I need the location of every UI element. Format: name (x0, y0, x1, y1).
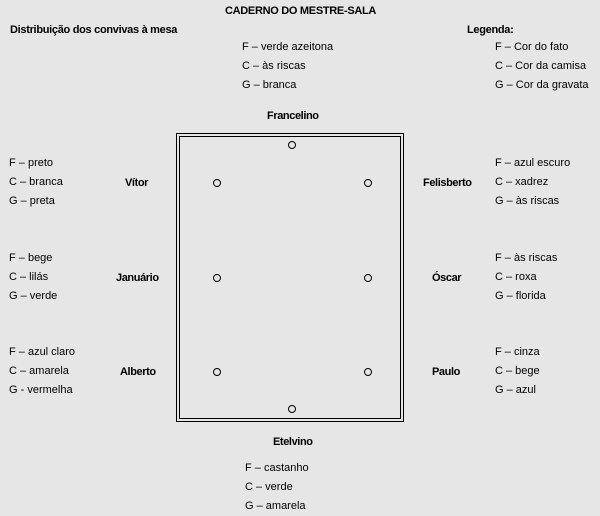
guest-details-januario (9, 249, 57, 306)
guest-detail-line: F – azul escuro (495, 157, 571, 169)
seat-felisberto (364, 179, 372, 187)
guest-details-vitor (9, 154, 63, 211)
seat-alberto (213, 368, 221, 376)
guest-detail-line: C – lilás (9, 271, 49, 283)
guest-detail-line: G – às riscas (495, 195, 560, 207)
legend-item: G – Cor da gravata (495, 79, 589, 91)
seat-januario (213, 274, 221, 282)
guest-details-felisberto (495, 154, 570, 211)
guest-name-alberto: Alberto (120, 366, 156, 378)
guest-detail-line: G – amarela (245, 500, 306, 512)
legend-title: Legenda: (467, 24, 514, 36)
guest-detail-line: C – xadrez (495, 176, 549, 188)
guest-detail-line: C – amarela (9, 365, 69, 377)
guest-details-oscar (495, 249, 557, 306)
guest-name-francelino: Francelino (267, 110, 319, 122)
guest-detail-line: G - vermelha (9, 384, 73, 396)
guest-detail-line: C – verde (245, 481, 293, 493)
guest-name-felisberto: Felisberto (423, 177, 472, 189)
guest-name-paulo: Paulo (432, 366, 460, 378)
guest-detail-line: C – branca (9, 176, 63, 188)
seat-etelvino (288, 405, 296, 413)
guest-details-paulo (495, 343, 540, 400)
seat-vitor (213, 179, 221, 187)
guest-detail-line: F – azul claro (9, 346, 76, 358)
guest-detail-line: F – verde azeitona (242, 41, 334, 53)
legend-item: F – Cor do fato (495, 41, 569, 53)
guest-name-januario: Januário (116, 272, 159, 284)
guest-detail-line: F – às riscas (495, 252, 558, 264)
guest-detail-line: G – azul (495, 384, 536, 396)
guest-detail-line: F – castanho (245, 462, 309, 474)
guest-detail-line: G – florida (495, 290, 546, 302)
guest-detail-line: C – roxa (495, 271, 537, 283)
page-title: CADERNO DO MESTRE-SALA (225, 5, 377, 17)
guest-detail-line: G – preta (9, 195, 55, 207)
guest-details-etelvino (245, 459, 309, 516)
guest-name-etelvino: Etelvino (273, 436, 313, 448)
page-subtitle: Distribuição dos convivas à mesa (10, 24, 178, 36)
guest-name-vitor: Vítor (125, 177, 149, 189)
seat-paulo (364, 368, 372, 376)
guest-detail-line: F – bege (9, 252, 53, 264)
guest-detail-line: F – cinza (495, 346, 540, 358)
legend-item: C – Cor da camisa (495, 60, 587, 72)
guest-name-oscar: Óscar (432, 272, 462, 284)
guest-details-francelino (242, 38, 333, 95)
guest-detail-line: G – branca (242, 79, 297, 91)
seat-oscar (364, 274, 372, 282)
guest-detail-line: C – às riscas (242, 60, 306, 72)
guest-detail-line: G – verde (9, 290, 58, 302)
guest-detail-line: F – preto (9, 157, 54, 169)
guest-details-alberto (9, 343, 75, 400)
legend (495, 38, 589, 95)
guest-detail-line: C – bege (495, 365, 540, 377)
seat-francelino (288, 141, 296, 149)
